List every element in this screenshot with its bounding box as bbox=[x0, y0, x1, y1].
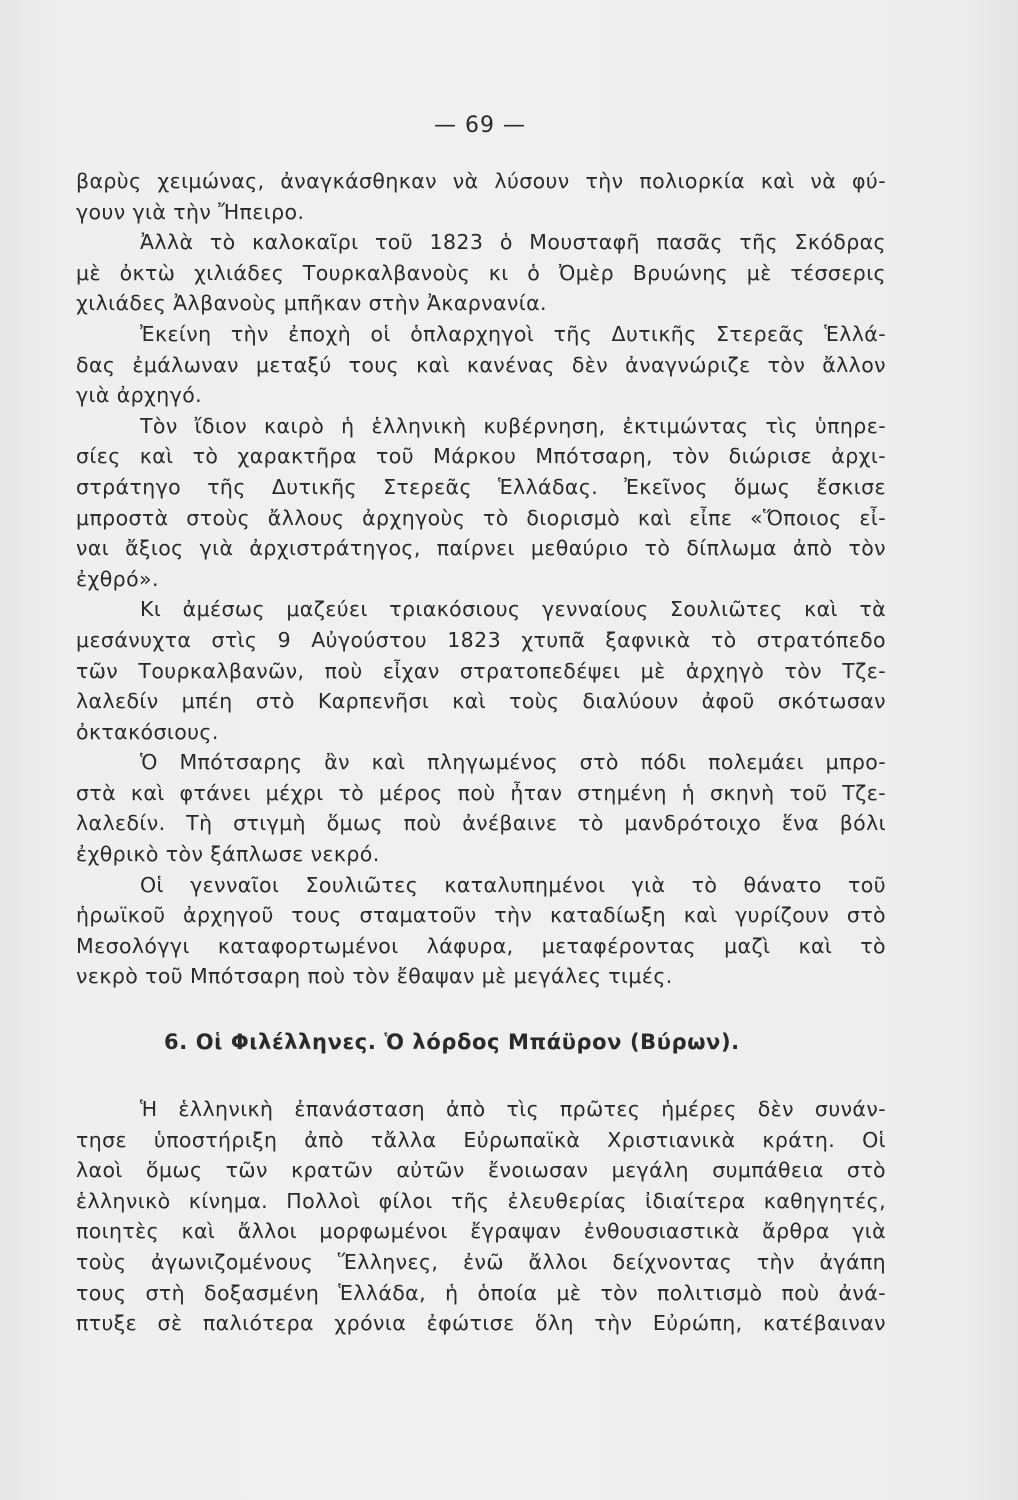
text-line: ὀκτακόσιους. bbox=[76, 719, 219, 744]
text-line: ποιητὲς καὶ ἄλλοι μορφωμένοι ἔγραψαν ἐνθουσιαστικὰ ἄρθρα γιὰ bbox=[76, 1219, 886, 1244]
text-line: Κι ἀμέσως μαζεύει τριακόσιους γενναίους Σουλιῶτες καὶ τὰ bbox=[140, 597, 886, 622]
text-line: Ἡ ἑλληνικὴ ἐπανάσταση ἀπὸ τὶς πρῶτες ἡμέρες δὲν συνάν- bbox=[140, 1097, 886, 1121]
text-line: ἐχθρικὸ τὸν ξάπλωσε νεκρό. bbox=[76, 842, 380, 867]
text-line: βαρὺς χειμώνας, ἀναγκάσθηκαν νὰ λύσουν τὴν πολιορκία καὶ νὰ φύ- bbox=[76, 169, 886, 193]
text-line: δας ἐμάλωναν μεταξύ τους καὶ κανένας δὲν ἀναγνώριζε τὸν ἄλλον bbox=[76, 352, 886, 377]
text-line: ἡρωϊκοῦ ἀρχηγοῦ τους σταματοῦν τὴν καταδίωξη καὶ γυρίζουν στὸ bbox=[76, 903, 886, 928]
text-line: λαλεδίν. Τὴ στιγμὴ ὅμως ποὺ ἀνέβαινε τὸ μανδρότοιχο ἕνα βόλι bbox=[76, 811, 886, 836]
text-line: Τὸν ἴδιον καιρὸ ἡ ἑλληνικὴ κυβέρνηση, ἐκτιμώντας τὶς ὑπηρε- bbox=[140, 413, 886, 438]
body-text bbox=[76, 166, 886, 992]
text-line: τῶν Τουρκαλβανῶν, ποὺ εἶχαν στρατοπεδέψει μὲ ἀρχηγὸ τὸν Τζε- bbox=[76, 658, 886, 683]
text-line: μὲ ὀκτὼ χιλιάδες Τουρκαλβανοὺς κι ὁ Ὀμὲρ Βρυώνης μὲ τέσσερις bbox=[76, 260, 886, 285]
text-line: νεκρὸ τοῦ Μπότσαρη ποὺ τὸν ἔθαψαν μὲ μεγάλες τιμές. bbox=[76, 964, 673, 989]
text-line: χιλιάδες Ἀλβανοὺς μπῆκαν στὴν Ἀκαρνανία. bbox=[76, 291, 547, 316]
text-line: ἐχθρό». bbox=[76, 566, 159, 591]
text-line: ἑλληνικὸ κίνημα. Πολλοὶ φίλοι τῆς ἐλευθερίας ἰδιαίτερα καθηγητές, bbox=[76, 1188, 886, 1213]
text-line: μεσάνυχτα στὶς 9 Αὐγούστου 1823 χτυπᾶ ξαφνικὰ τὸ στρατόπεδο bbox=[76, 627, 886, 652]
text-line: Μεσολόγγι καταφορτωμένοι λάφυρα, μεταφέροντας μαζὶ καὶ τὸ bbox=[76, 933, 886, 958]
text-line: λαλεδίν μπέη στὸ Καρπενῆσι καὶ τοὺς διαλύουν ἀφοῦ σκότωσαν bbox=[76, 689, 886, 714]
text-line: σίες καὶ τὸ χαρακτῆρα τοῦ Μάρκου Μπότσαρη, τὸν διώρισε ἀρχι- bbox=[76, 444, 886, 469]
text-line: τους στὴ δοξασμένη Ἑλλάδα, ἡ ὁποία μὲ τὸν πολιτισμὸ ποὺ ἀνά- bbox=[76, 1280, 886, 1305]
page-number: — 69 — bbox=[434, 113, 526, 138]
text-line: γιὰ ἀρχηγό. bbox=[76, 383, 203, 408]
text-line: μπροστὰ στοὺς ἄλλους ἀρχηγοὺς τὸ διορισμὸ καὶ εἶπε «Ὅποιος εἶ- bbox=[76, 505, 886, 530]
text-line: Ἀλλὰ τὸ καλοκαῖρι τοῦ 1823 ὁ Μουσταφῆ πασᾶς τῆς Σκόδρας bbox=[140, 230, 886, 255]
text-line: Ὁ Μπότσαρης ἂν καὶ πληγωμένος στὸ πόδι πολεμάει μπρο- bbox=[140, 750, 886, 775]
text-line: στὰ καὶ φτάνει μέχρι τὸ μέρος ποὺ ἦταν στημένη ἡ σκηνὴ τοῦ Τζε- bbox=[76, 780, 886, 805]
section-heading: 6. Οἱ Φιλέλληνες. Ὁ λόρδος Μπάϋρον (Βύρων). bbox=[164, 1030, 740, 1054]
text-line: γουν γιὰ τὴν Ἤπειρο. bbox=[76, 199, 305, 224]
section-text bbox=[76, 1094, 886, 1339]
text-line: πτυξε σὲ παλιότερα χρόνια ἐφώτισε ὅλη τὴν Εὐρώπη, κατέβαιναν bbox=[76, 1311, 886, 1336]
text-line: λαοὶ ὅμως τῶν κρατῶν αὐτῶν ἔνοιωσαν μεγάλη συμπάθεια στὸ bbox=[76, 1158, 886, 1183]
text-line: Ἐκείνη τὴν ἐποχὴ οἱ ὁπλαρχηγοὶ τῆς Δυτικῆς Στερεᾶς Ἑλλά- bbox=[140, 321, 886, 346]
text-line: ναι ἄξιος γιὰ ἀρχιστράτηγος, παίρνει μεθαύριο τὸ δίπλωμα ἀπὸ τὸν bbox=[76, 536, 886, 561]
text-line: στράτηγο τῆς Δυτικῆς Στερεᾶς Ἑλλάδας. Ἐκεῖνος ὅμως ἔσκισε bbox=[76, 474, 886, 499]
text-line: τησε ὑποστήριξη ἀπὸ τἄλλα Εὐρωπαϊκὰ Χριστιανικὰ κράτη. Οἱ bbox=[76, 1127, 886, 1152]
text-line: τοὺς ἀγωνιζομένους Ἕλληνες, ἐνῶ ἄλλοι δείχνοντας τὴν ἀγάπη bbox=[76, 1249, 886, 1274]
text-line: Οἱ γενναῖοι Σουλιῶτες καταλυπημένοι γιὰ τὸ θάνατο τοῦ bbox=[140, 872, 886, 897]
